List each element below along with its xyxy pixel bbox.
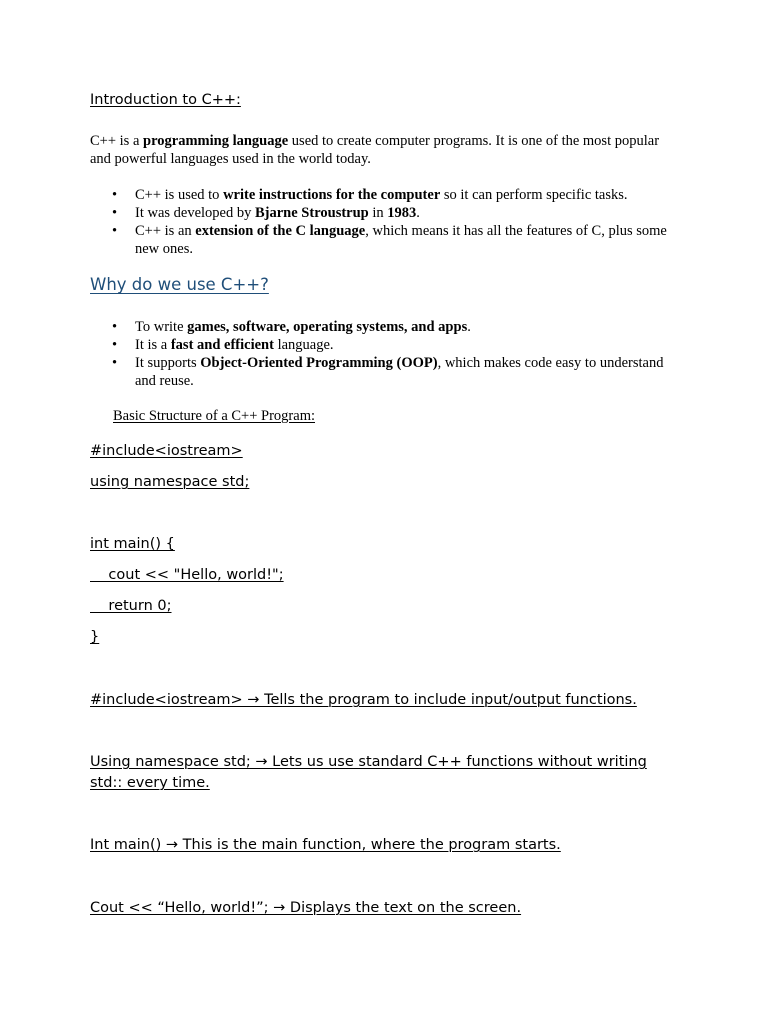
bullet-icon: • <box>112 355 118 371</box>
code-line: return 0; <box>90 598 172 614</box>
bullet-text: It was developed by <box>135 205 255 221</box>
bullet-text: . <box>416 205 420 221</box>
bullet-text: , which means it has all the features of C, plus some new ones. <box>135 223 667 257</box>
bullet-bold-text: 1983 <box>387 205 417 221</box>
intro-bullet-list <box>90 186 680 258</box>
bullet-bold-text: write instructions for the computer <box>223 187 441 203</box>
bullet-text: in <box>368 205 388 221</box>
code-line: } <box>90 629 100 645</box>
structure-heading: Basic Structure of a C++ Program: <box>113 408 315 424</box>
explanation-line: Int main() → This is the main function, where the program starts. <box>90 837 561 853</box>
list-item <box>90 186 680 204</box>
code-line: #include<iostream> <box>90 443 243 459</box>
bullet-icon: • <box>112 319 118 335</box>
list-item <box>90 222 680 258</box>
bullet-text: C++ is used to <box>135 187 224 203</box>
intro-text: C++ is a <box>90 133 144 149</box>
list-item <box>90 354 680 390</box>
list-item <box>90 204 680 222</box>
bullet-text: It supports <box>135 355 201 371</box>
code-line: cout << "Hello, world!"; <box>90 567 284 583</box>
explanation-line: Cout << “Hello, world!”; → Displays the text on the screen. <box>90 900 522 916</box>
intro-heading: Introduction to C++: <box>90 92 241 108</box>
bullet-text: C++ is an <box>135 223 196 239</box>
list-item <box>90 318 680 336</box>
bullet-bold-text: extension of the C language <box>195 223 366 239</box>
bullet-text: , which makes code easy to understand and reuse. <box>135 355 664 389</box>
intro-bold-text: programming language <box>143 133 289 149</box>
bullet-text: language. <box>273 337 334 353</box>
code-line: using namespace std; <box>90 474 250 490</box>
list-item <box>90 336 680 354</box>
bullet-icon: • <box>112 223 118 239</box>
bullet-text: so it can perform specific tasks. <box>440 187 628 203</box>
bullet-text: To write <box>135 319 188 335</box>
bullet-bold-text: Bjarne Stroustrup <box>255 205 369 221</box>
bullet-bold-text: Object-Oriented Programming (OOP) <box>200 355 438 371</box>
bullet-bold-text: fast and efficient <box>170 337 274 353</box>
why-heading: Why do we use C++? <box>90 275 269 294</box>
bullet-icon: • <box>112 187 118 203</box>
intro-paragraph <box>90 132 660 168</box>
intro-text: used to create computer programs. It is one of the most popular and powerful languages used in the world today. <box>90 133 660 167</box>
bullet-icon: • <box>112 205 118 221</box>
bullet-bold-text: games, software, operating systems, and apps <box>187 319 468 335</box>
why-bullet-list <box>90 318 680 390</box>
explanation-line: #include<iostream> → Tells the program to include input/output functions. <box>90 692 637 708</box>
bullet-icon: • <box>112 337 118 353</box>
bullet-text: . <box>467 319 471 335</box>
code-line: int main() { <box>90 536 175 552</box>
explanation-line: Using namespace std; → Lets us use standard C++ functions without writing std:: every time. <box>90 754 647 791</box>
bullet-text: It is a <box>135 337 171 353</box>
